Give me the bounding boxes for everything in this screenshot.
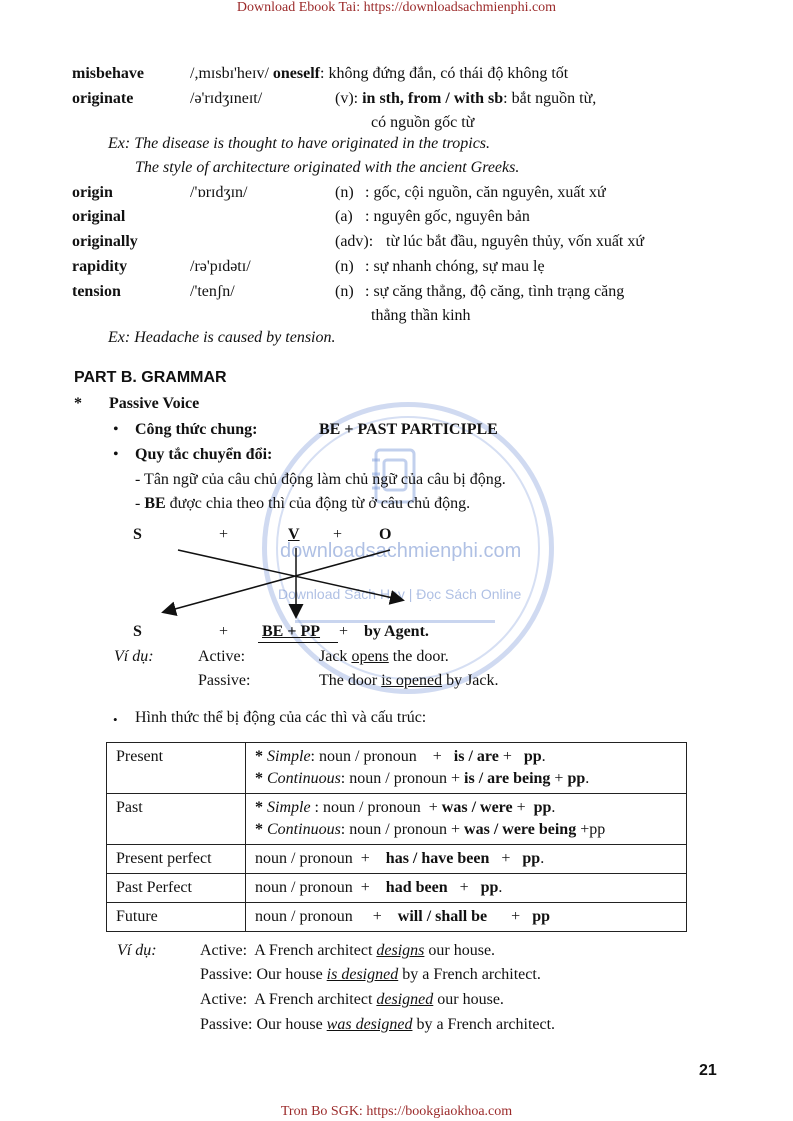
watermark-text: downloadsachmienphi.com (280, 540, 522, 562)
vocab-ipa-rapidity: /rə'pɪdətɪ/ (190, 258, 251, 275)
diagram-arrows (150, 540, 420, 620)
topic-passive-voice: Passive Voice (109, 395, 200, 412)
rule-2: - BE được chia theo thì của động từ ở câu chủ động. (135, 495, 471, 512)
vocab-pos-origin: (n) (335, 184, 354, 201)
vocab-meaning-originate: (v): in sth, from / with sb: bắt nguồn từ, (335, 90, 597, 107)
active-sentence: Jack opens the door. (319, 648, 449, 665)
vocab-meaning-tension-cont: thẳng thần kinh (371, 307, 471, 324)
table-row (107, 845, 687, 874)
vocab-meaning-originate-cont: có nguồn gốc từ (371, 114, 475, 131)
row-label-present: Present (107, 743, 246, 794)
vocab-meaning-tension: : sự căng thẳng, độ căng, tình trạng căng (365, 283, 625, 300)
example2-row-3: Active: A French architect designed our house. (200, 991, 504, 1008)
vocab-word-original: original (72, 208, 126, 225)
vocab-pos-original: (a) (335, 208, 353, 225)
diagram-plus-1: + (219, 526, 229, 543)
diagram-v: V (288, 526, 300, 543)
vocab-word-origin: origin (72, 184, 113, 201)
rules-label: Quy tắc chuyển đổi: (135, 446, 273, 463)
vocab-ipa-originate: /ə'rɪdʒɪneɪt/ (190, 90, 263, 107)
vocab-ipa-misbehave: /,mɪsbɪ'heɪv/ oneself: không đứng đắn, có thái độ không tốt (190, 65, 569, 82)
bullet-dot-icon: • (113, 421, 119, 438)
watermark-subtext: Download Sách Hay | Đọc Sách Online (278, 586, 522, 602)
vocab-word-tension: tension (72, 283, 121, 300)
vocab-pos-rapidity: (n) (335, 258, 354, 275)
example2-row-2: Passive: Our house is designed by a French architect. (200, 966, 541, 983)
star-bullet: * (74, 395, 82, 412)
row-forms-future: noun / pronoun + will / shall be + pp (246, 903, 687, 932)
vocab-word-rapidity: rapidity (72, 258, 128, 275)
passive-label: Passive: (198, 672, 251, 689)
passive-sentence: The door is opened by Jack. (319, 672, 499, 689)
page-number: 21 (699, 1062, 717, 1079)
vocab-meaning-original: : nguyên gốc, nguyên bản (365, 208, 530, 225)
vocab-meaning-origin: : gốc, cội nguồn, căn nguyên, xuất xứ (365, 184, 606, 201)
example-originate-1: Ex: The disease is thought to have originated in the tropics. (108, 135, 491, 152)
row-label-past-perfect: Past Perfect (107, 874, 246, 903)
example-label: Ví dụ: (114, 648, 154, 665)
vocab-pos-tension: (n) (335, 283, 354, 300)
diagram-be-pp: BE + PP (262, 623, 321, 640)
vocab-word-misbehave: misbehave (72, 65, 144, 82)
diagram-plus-2: + (333, 526, 343, 543)
row-forms-past-perfect: noun / pronoun + had been + pp. (246, 874, 687, 903)
vocab-pos-originally: (adv): (335, 233, 374, 250)
forms-title: Hình thức thể bị động của các thì và cấu trúc: (135, 709, 427, 726)
diagram-plus-4: + (339, 623, 349, 640)
vocab-meaning-originally: từ lúc bắt đầu, nguyên thủy, vốn xuất xứ (386, 233, 645, 250)
row-forms-present: * Simple: noun / pronoun + is / are + pp. * Continuous: noun / pronoun + is / are being + pp. (246, 743, 687, 794)
example-originate-2: The style of architecture originated with the ancient Greeks. (135, 159, 520, 176)
bullet-dot-icon: • (113, 712, 118, 727)
row-forms-past: * Simple : noun / pronoun + was / were + pp. * Continuous: noun / pronoun + was / were being +pp (246, 794, 687, 845)
header-download-link[interactable]: Download Ebook Tai: https://downloadsachmienphi.com (236, 0, 557, 15)
table-row (107, 743, 687, 794)
row-label-past: Past (107, 794, 246, 845)
formula-label: Công thức chung: (135, 421, 258, 438)
vocab-word-originally: originally (72, 233, 138, 250)
diagram-plus-3: + (219, 623, 229, 640)
example2-row-4: Passive: Our house was designed by a French architect. (200, 1016, 556, 1033)
part-b-heading: PART B. GRAMMAR (74, 369, 227, 386)
example-tension: Ex: Headache is caused by tension. (108, 329, 336, 346)
vocab-ipa-tension: /'tenʃn/ (190, 283, 235, 300)
active-label: Active: (198, 648, 246, 665)
vocab-word-originate: originate (72, 90, 134, 107)
table-row (107, 903, 687, 932)
row-forms-present-perfect: noun / pronoun + has / have been + pp. (246, 845, 687, 874)
table-row (107, 794, 687, 845)
diagram-by-agent: by Agent. (364, 623, 429, 640)
table-row (107, 874, 687, 903)
diagram-s-top: S (133, 526, 142, 543)
formula-value: BE + PAST PARTICIPLE (319, 421, 498, 438)
diagram-o: O (379, 526, 392, 543)
vocab-meaning-rapidity: : sự nhanh chóng, sự mau lẹ (365, 258, 545, 275)
example2-label: Ví dụ: (117, 942, 157, 959)
arrow-object-to-subject (164, 550, 390, 612)
passive-forms-table (106, 742, 687, 932)
arrow-subject-to-agent (178, 550, 402, 600)
diagram-s-bottom: S (133, 623, 142, 640)
example2-row-1: Active: A French architect designs our house. (200, 942, 496, 959)
row-label-future: Future (107, 903, 246, 932)
diagram-underline (258, 642, 338, 643)
vocab-ipa-origin: /'ɒrɪdʒɪn/ (190, 184, 248, 201)
rule-1: - Tân ngữ của câu chủ động làm chủ ngữ của câu bị động. (135, 471, 506, 488)
row-label-present-perfect: Present perfect (107, 845, 246, 874)
footer-sgk-link[interactable]: Tron Bo SGK: https://bookgiaokhoa.com (280, 1104, 513, 1119)
bullet-dot-icon: • (113, 446, 119, 463)
